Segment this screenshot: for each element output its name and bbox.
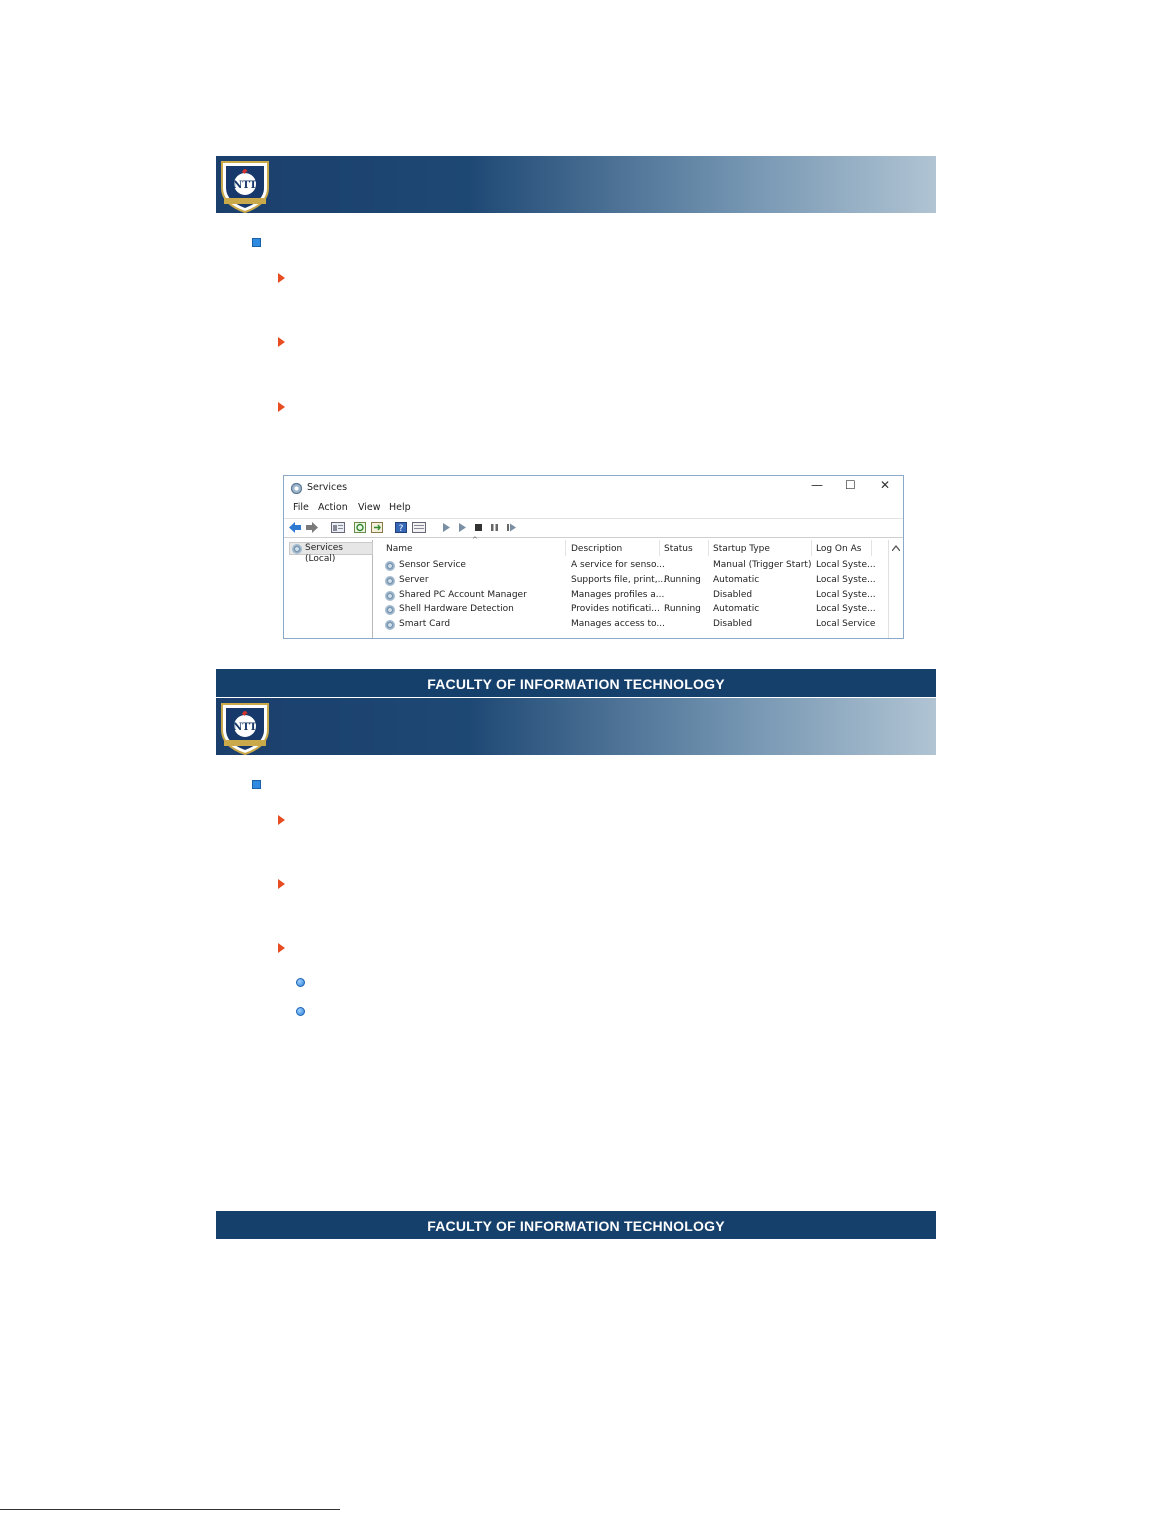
- service-description: Manages access to...: [571, 619, 665, 629]
- column-header-name[interactable]: Name: [386, 544, 413, 554]
- service-description: Manages profiles a...: [571, 590, 665, 600]
- table-row[interactable]: [380, 575, 890, 589]
- service-log-on-as: Local Service: [816, 619, 876, 629]
- service-name: Server: [399, 575, 429, 585]
- service-startup-type: Disabled: [713, 590, 753, 600]
- service-log-on-as: Local Syste...: [816, 575, 876, 585]
- table-row[interactable]: [380, 590, 890, 604]
- circle-bullet: [296, 1007, 305, 1016]
- arrow-bullet: [278, 337, 285, 347]
- menu-bar: [284, 502, 903, 516]
- arrow-bullet: [278, 402, 285, 412]
- service-log-on-as: Local Syste...: [816, 560, 876, 570]
- services-list: [380, 536, 890, 639]
- arrow-bullet: [278, 943, 285, 953]
- service-icon: [385, 620, 395, 630]
- scroll-up-icon[interactable]: [892, 545, 900, 551]
- maximize-icon[interactable]: ☐: [845, 478, 856, 492]
- service-icon: [385, 605, 395, 615]
- service-log-on-as: Local Syste...: [816, 590, 876, 600]
- help-icon[interactable]: [395, 522, 407, 533]
- window-title: Services: [307, 482, 348, 493]
- refresh-icon[interactable]: [354, 522, 366, 533]
- university-logo: [218, 700, 272, 756]
- service-description: A service for senso...: [571, 560, 665, 570]
- arrow-bullet: [278, 879, 285, 889]
- back-arrow-icon[interactable]: [289, 522, 301, 533]
- minimize-icon[interactable]: —: [811, 478, 823, 492]
- table-row[interactable]: [380, 560, 890, 574]
- service-name: Shell Hardware Detection: [399, 604, 514, 614]
- service-log-on-as: Local Syste...: [816, 604, 876, 614]
- service-name: Smart Card: [399, 619, 451, 629]
- university-logo: [218, 158, 272, 214]
- column-header-startup-type[interactable]: Startup Type: [713, 544, 770, 554]
- slide-footer: FACULTY OF INFORMATION TECHNOLOGY: [216, 1211, 936, 1239]
- circle-bullet: [296, 978, 305, 987]
- square-bullet: [252, 780, 261, 789]
- service-description: Provides notificati...: [571, 604, 660, 614]
- service-description: Supports file, print,...: [571, 575, 667, 585]
- column-header-description[interactable]: Description: [571, 544, 623, 554]
- tree-item-label: Services (Local): [305, 543, 343, 564]
- services-window: [283, 475, 904, 639]
- service-startup-type: Manual (Trigger Start): [713, 560, 812, 570]
- page-bottom-rule: [0, 1509, 340, 1510]
- service-name: Sensor Service: [399, 560, 466, 570]
- service-icon: [385, 561, 395, 571]
- service-status: Running: [664, 604, 701, 614]
- service-startup-type: Disabled: [713, 619, 753, 629]
- menu-action[interactable]: Action: [318, 502, 348, 513]
- slide-header-banner: [216, 698, 936, 755]
- toolbar: [284, 518, 903, 538]
- service-status: Running: [664, 575, 701, 585]
- table-row[interactable]: [380, 619, 890, 633]
- service-icon: [385, 591, 395, 601]
- menu-view[interactable]: View: [358, 502, 381, 513]
- export-list-icon[interactable]: [371, 522, 383, 533]
- arrow-bullet: [278, 815, 285, 825]
- services-gear-icon: [292, 544, 302, 554]
- menu-help[interactable]: Help: [389, 502, 411, 513]
- service-icon: [385, 576, 395, 586]
- svg-text:NTT: NTT: [233, 722, 257, 733]
- square-bullet: [252, 238, 261, 247]
- pause-service-icon[interactable]: [489, 522, 501, 533]
- start-paused-icon[interactable]: [457, 522, 469, 533]
- table-row[interactable]: [380, 604, 890, 618]
- close-icon[interactable]: ✕: [880, 478, 891, 492]
- svg-text:NTT: NTT: [233, 180, 257, 191]
- service-startup-type: Automatic: [713, 604, 760, 614]
- restart-service-icon[interactable]: [506, 522, 518, 533]
- vertical-scrollbar[interactable]: [888, 540, 903, 639]
- slide-header-banner: [216, 156, 936, 213]
- slide-footer: FACULTY OF INFORMATION TECHNOLOGY: [216, 669, 936, 697]
- menu-file[interactable]: File: [293, 502, 309, 513]
- stop-service-icon[interactable]: [473, 522, 485, 533]
- start-service-icon[interactable]: [441, 522, 453, 533]
- svg-text:?: ?: [398, 524, 404, 533]
- column-header-status[interactable]: Status: [664, 544, 693, 554]
- service-startup-type: Automatic: [713, 575, 760, 585]
- show-hide-tree-icon[interactable]: [331, 522, 345, 533]
- services-gear-icon: [290, 482, 303, 495]
- sort-caret-icon: ^: [472, 536, 478, 544]
- service-name: Shared PC Account Manager: [399, 590, 527, 600]
- title-bar: [284, 476, 903, 500]
- properties-icon[interactable]: [412, 522, 426, 533]
- tree-pane: [286, 540, 373, 639]
- arrow-bullet: [278, 273, 285, 283]
- column-header-log-on-as[interactable]: Log On As: [816, 544, 862, 554]
- tree-item-services-local[interactable]: [289, 542, 373, 564]
- forward-arrow-icon[interactable]: [306, 522, 318, 533]
